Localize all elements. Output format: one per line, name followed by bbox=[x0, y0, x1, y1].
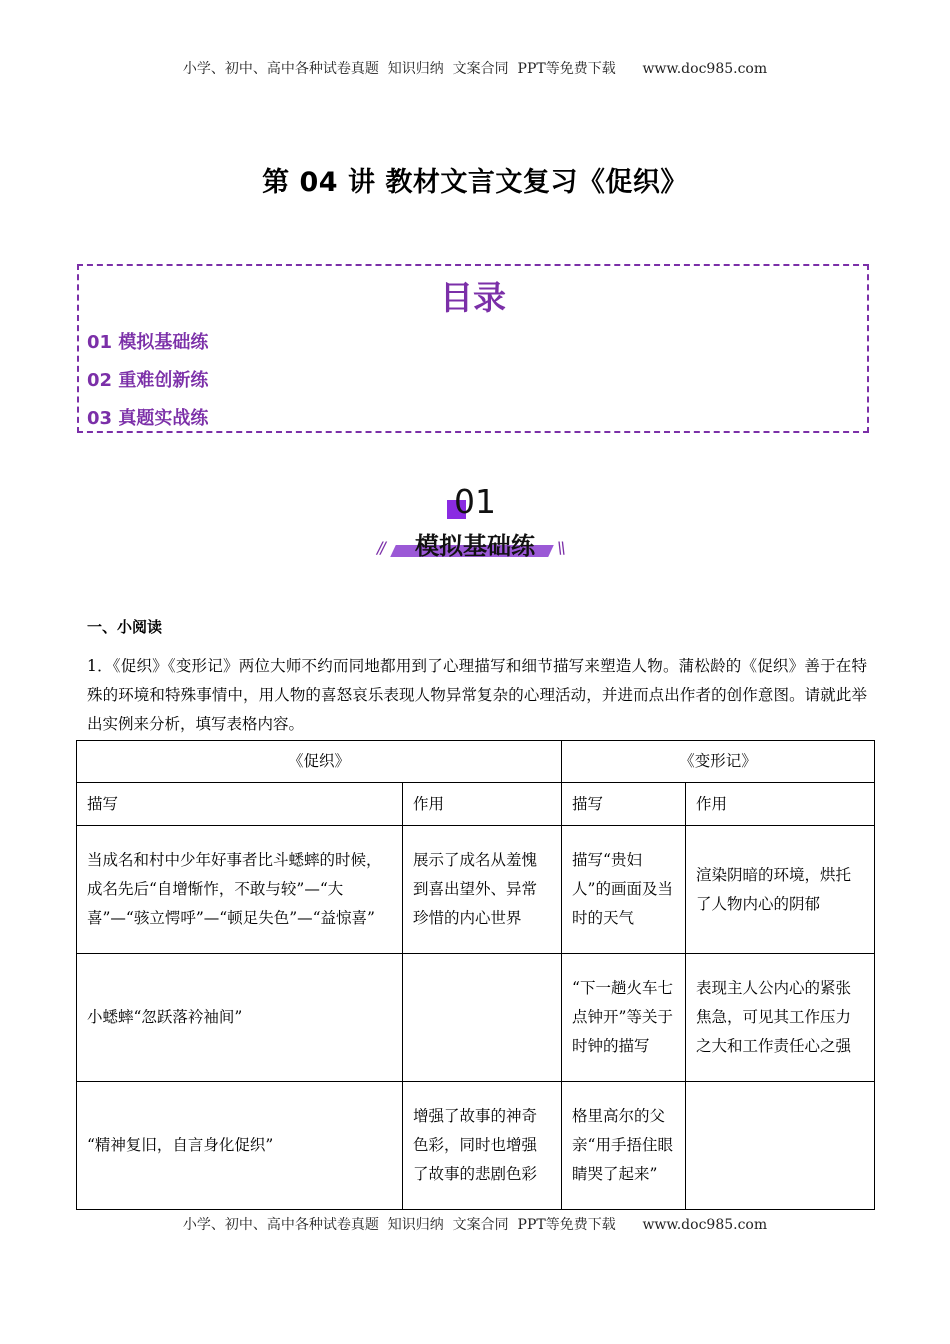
table-row bbox=[77, 1082, 875, 1210]
table-cell: 当成名和村中少年好事者比斗蟋蟀的时候，成名先后“自增惭怍，不敢与较”—“大喜”—“骇立愕呼”—“顿足失色”—“益惊喜” bbox=[77, 826, 403, 954]
table-cell: 增强了故事的神奇色彩，同时也增强了故事的悲剧色彩 bbox=[403, 1082, 562, 1210]
comparison-table bbox=[76, 740, 875, 1210]
table-cell: 渲染阴暗的环境，烘托了人物内心的阴郁 bbox=[686, 826, 875, 954]
table-of-contents bbox=[77, 264, 869, 433]
table-row bbox=[77, 826, 875, 954]
sub-header-cell: 作用 bbox=[403, 783, 562, 826]
table-cell: “下一趟火车七点钟开”等关于时钟的描写 bbox=[562, 954, 686, 1082]
section-decor-slashes-left: // bbox=[377, 538, 384, 557]
table-group-header-row bbox=[77, 741, 875, 783]
toc-item-basic[interactable]: 01 模拟基础练 bbox=[87, 332, 209, 353]
section-number: 01 bbox=[454, 482, 496, 521]
table-cell: “精神复旧，自言身化促织” bbox=[77, 1082, 403, 1210]
table-cell: 展示了成名从羞愧到喜出望外、异常珍惜的内心世界 bbox=[403, 826, 562, 954]
page-footer: 小学、初中、高中各种试卷真题 知识归纳 文案合同 PPT等免费下载 www.doc985.com bbox=[182, 1217, 768, 1233]
toc-item-advanced[interactable]: 02 重难创新练 bbox=[87, 370, 209, 391]
section-label: 模拟基础练 bbox=[415, 532, 535, 560]
page-header: 小学、初中、高中各种试卷真题 知识归纳 文案合同 PPT等免费下载 www.doc985.com bbox=[182, 61, 768, 77]
sub-header-cell: 描写 bbox=[562, 783, 686, 826]
question-text: 1．《促织》《变形记》两位大师不约而同地都用到了心理描写和细节描写来塑造人物。蒲松龄的《促织》善于在特殊的环境和特殊事情中，用人物的喜怒哀乐表现人物异常复杂的心理活动，并进而点出作者的创作意图。请就此举出实例来分析，填写表格内容。 bbox=[87, 657, 867, 733]
page-title: 第 04 讲 教材文言文复习《促织》 bbox=[262, 167, 688, 198]
table-cell: 小蟋蟀“忽跃落衿袖间” bbox=[77, 954, 403, 1082]
table-cell: 格里高尔的父亲“用手捂住眼睛哭了起来” bbox=[562, 1082, 686, 1210]
table-cell: 描写“贵妇人”的画面及当时的天气 bbox=[562, 826, 686, 954]
table-sub-header-row bbox=[77, 783, 875, 826]
group-header-metamorphosis: 《变形记》 bbox=[562, 741, 875, 783]
table-row bbox=[77, 954, 875, 1082]
part-heading: 一、小阅读 bbox=[87, 618, 163, 636]
table-cell: 表现主人公内心的紧张焦急，可见其工作压力之大和工作责任心之强 bbox=[686, 954, 875, 1082]
toc-title: 目录 bbox=[440, 278, 506, 317]
section-decor-slashes-right: \\ bbox=[557, 538, 564, 557]
answer-blank-cell[interactable] bbox=[686, 1082, 875, 1210]
group-header-cuzhi: 《促织》 bbox=[77, 741, 562, 783]
answer-blank-cell[interactable] bbox=[403, 954, 562, 1082]
toc-item-real-exam[interactable]: 03 真题实战练 bbox=[87, 408, 209, 429]
sub-header-cell: 作用 bbox=[686, 783, 875, 826]
sub-header-cell: 描写 bbox=[77, 783, 403, 826]
